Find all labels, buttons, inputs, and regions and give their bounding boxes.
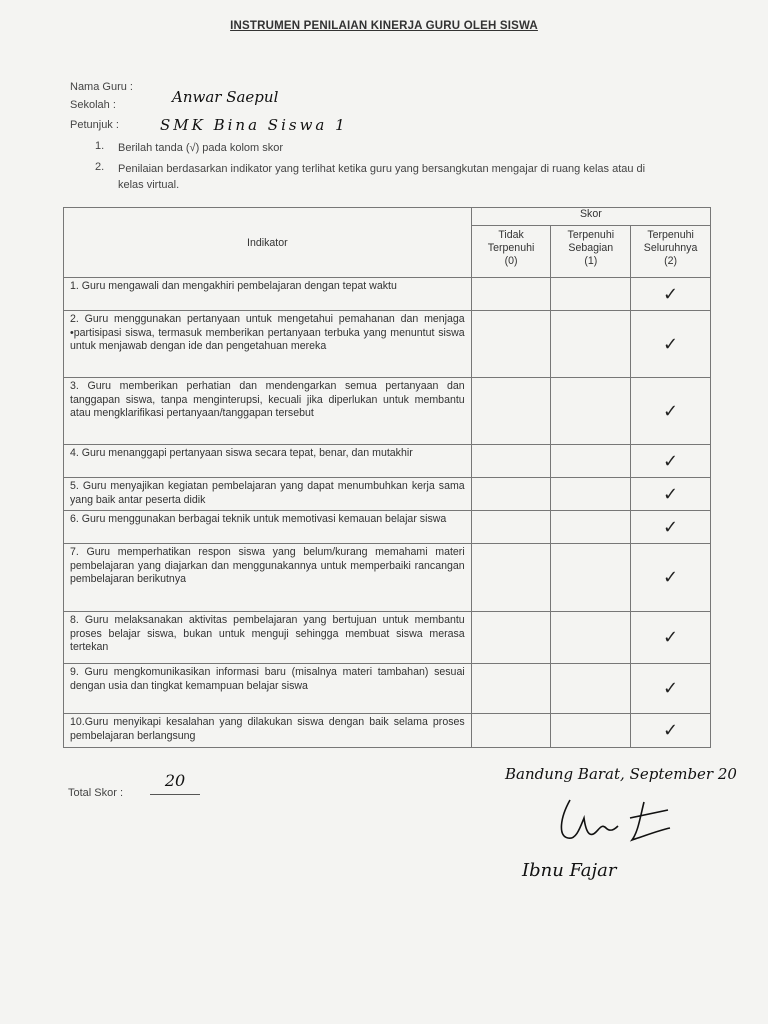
score-cell-1 bbox=[551, 378, 631, 445]
score-cell-1 bbox=[551, 664, 631, 714]
signatory-name: Ibnu Fajar bbox=[522, 860, 617, 881]
signature-icon bbox=[540, 788, 680, 848]
check-mark: ✓ bbox=[663, 678, 679, 699]
place-date: Bandung Barat, September 20 bbox=[505, 765, 737, 783]
check-mark: ✓ bbox=[663, 283, 679, 305]
col-tidak-terpenuhi: Tidak Terpenuhi (0) bbox=[471, 226, 551, 278]
score-cell-2 bbox=[631, 714, 711, 748]
skor-header: Skor bbox=[471, 208, 710, 226]
score-cell-1 bbox=[551, 612, 631, 664]
score-cell-2 bbox=[631, 664, 711, 714]
col-terpenuhi-sebagian: Terpenuhi Sebagian (1) bbox=[551, 226, 631, 278]
table-row bbox=[64, 478, 711, 511]
sekolah-handwritten: SMK Bina Siswa 1 bbox=[160, 116, 348, 134]
score-cell-0 bbox=[471, 278, 551, 311]
sekolah-label: Sekolah : bbox=[70, 99, 116, 111]
total-skor-label: Total Skor : bbox=[68, 787, 124, 799]
indicator-text: 4. Guru menanggapi pertanyaan siswa secara tepat, benar, dan mutakhir bbox=[64, 445, 472, 478]
score-cell-1 bbox=[551, 478, 631, 511]
indicator-text: 8. Guru melaksanakan aktivitas pembelajaran yang bertujuan untuk membantu proses belajar siswa, bukan untuk menguji sehingga membuat siswa merasa tertekan bbox=[64, 612, 472, 664]
table-row bbox=[64, 612, 711, 664]
score-cell-2 bbox=[631, 478, 711, 511]
check-mark: ✓ bbox=[663, 450, 679, 472]
score-cell-0 bbox=[471, 664, 551, 714]
check-mark: ✓ bbox=[663, 483, 679, 505]
indicator-text: 5. Guru menyajikan kegiatan pembelajaran yang dapat menumbuhkan kerja sama yang baik antar peserta didik bbox=[64, 478, 472, 511]
score-cell-0 bbox=[471, 478, 551, 511]
table-row bbox=[64, 378, 711, 445]
check-mark: ✓ bbox=[663, 627, 679, 648]
check-mark: ✓ bbox=[663, 333, 679, 355]
check-mark: ✓ bbox=[663, 400, 679, 422]
table-row bbox=[64, 445, 711, 478]
score-cell-1 bbox=[551, 714, 631, 748]
indicator-text: 10.Guru menyikapi kesalahan yang dilakukan siswa dengan baik selama proses pembelajaran berlangsung bbox=[64, 714, 472, 748]
check-mark: ✓ bbox=[663, 720, 679, 741]
score-cell-2 bbox=[631, 378, 711, 445]
table-row bbox=[64, 544, 711, 612]
nama-guru-handwritten: Anwar Saepul bbox=[172, 88, 279, 106]
score-cell-2 bbox=[631, 544, 711, 612]
score-cell-0 bbox=[471, 378, 551, 445]
nama-guru-label: Nama Guru : bbox=[70, 81, 133, 93]
score-cell-0 bbox=[471, 612, 551, 664]
indicator-text: 2. Guru menggunakan pertanyaan untuk mengetahui pemahanan dan menjaga •partisipasi siswa, termasuk memberikan pertanyaan terbuka yang menuntut siswa untuk menjawab dengan ide dan pengetahuan mereka bbox=[64, 311, 472, 378]
indicator-text: 9. Guru mengkomunikasikan informasi baru (misalnya materi tambahan) sesuai dengan usia dan tingkat kemampuan belajar siswa bbox=[64, 664, 472, 714]
score-cell-1 bbox=[551, 511, 631, 544]
score-cell-1 bbox=[551, 278, 631, 311]
indicator-text: 7. Guru memperhatikan respon siswa yang belum/kurang memahami materi pembelajaran yang diajarkan dan menggunakannya untuk memperbaiki rancangan pembelajaran berikutnya bbox=[64, 544, 472, 612]
score-cell-2 bbox=[631, 311, 711, 378]
score-cell-1 bbox=[551, 544, 631, 612]
col-terpenuhi-seluruhnya: Terpenuhi Seluruhnya (2) bbox=[631, 226, 711, 278]
check-mark: ✓ bbox=[663, 567, 679, 588]
document-title: INSTRUMEN PENILAIAN KINERJA GURU OLEH SISWA bbox=[230, 20, 538, 32]
document-page: INSTRUMEN PENILAIAN KINERJA GURU OLEH SISWA Nama Guru : Sekolah : Petunjuk : Anwar Saepul SMK Bina Siswa 1 1. Berilah tanda (√) pada kolom skor 2. Penilaian berdasarkan indikator yang terlihat ketika guru yang bersangkutan mengajar di ruang kelas atau di kelas virtual. Indikator Skor Tidak Terpenuhi (0) Terpenuhi Sebagian (1) Terpenuhi Seluruhnya (2) 1. Guru mengawali dan mengakhiri pembelajaran dengan tepat waktu ✓ 2. Guru menggunakan pertanyaan untuk mengetahui pemahanan dan menjaga •partisipasi siswa, termasuk memberikan pertanyaan terbuka yang menuntut siswa untuk menjawab dengan ide dan pengetahuan mereka ✓ 3. Guru memberikan perhatian dan mendengarkan semua pertanyaan dan tanggapan siswa, tanpa menginterupsi, kecuali jika diperlukan untuk membantu atau mengklarifikasi pertanyaan/tanggapan tersebut ✓ 4. Guru menanggapi pertanyaan siswa secara tepat, benar, dan mutakhir ✓ 5. Guru menyajikan kegiatan pembelajaran yang dapat menumbuhkan kerja sama yang baik antar peserta didik ✓ 6. Guru menggunakan berbagai teknik untuk memotivasi kemauan belajar siswa ✓ 7. Guru memperhatikan respon siswa yang belum/kurang memahami materi pembelajaran yang diajarkan dan menggunakannya untuk memperbaiki rancangan pembelajaran berikutnya ✓ 8. Guru melaksanakan aktivitas pembelajaran yang bertujuan untuk membantu proses belajar siswa, bukan untuk menguji sehingga membuat siswa merasa tertekan ✓ 9. Guru mengkomunikasikan informasi baru (misalnya materi tambahan) sesuai dengan usia dan tingkat kemampuan belajar siswa ✓ 10.Guru menyikapi kesalahan yang dilakukan siswa dengan baik selama proses pembelajaran berlangsung ✓ Total Skor : 20 Bandung Barat, September 20 Ibnu Fajar bbox=[0, 0, 768, 1024]
assessment-table bbox=[63, 207, 711, 748]
score-cell-1 bbox=[551, 445, 631, 478]
score-cell-2 bbox=[631, 612, 711, 664]
score-cell-0 bbox=[471, 714, 551, 748]
score-cell-2 bbox=[631, 511, 711, 544]
petunjuk-label: Petunjuk : bbox=[70, 119, 119, 131]
table-row bbox=[64, 714, 711, 748]
score-cell-2 bbox=[631, 445, 711, 478]
total-skor-value: 20 bbox=[150, 771, 200, 795]
indikator-header: Indikator bbox=[64, 208, 472, 278]
score-cell-1 bbox=[551, 311, 631, 378]
table-row bbox=[64, 511, 711, 544]
score-cell-0 bbox=[471, 445, 551, 478]
table-row bbox=[64, 664, 711, 714]
check-mark: ✓ bbox=[663, 516, 679, 538]
score-cell-2 bbox=[631, 278, 711, 311]
indicator-text: 1. Guru mengawali dan mengakhiri pembelajaran dengan tepat waktu bbox=[64, 278, 472, 311]
indicator-text: 6. Guru menggunakan berbagai teknik untuk memotivasi kemauan belajar siswa bbox=[64, 511, 472, 544]
table-row bbox=[64, 278, 711, 311]
score-cell-0 bbox=[471, 311, 551, 378]
indicator-text: 3. Guru memberikan perhatian dan mendengarkan semua pertanyaan dan tanggapan siswa, tanpa menginterupsi, kecuali jika diperlukan untuk membantu atau mengklarifikasi pertanyaan/tanggapan tersebut bbox=[64, 378, 472, 445]
score-cell-0 bbox=[471, 511, 551, 544]
score-cell-0 bbox=[471, 544, 551, 612]
table-row bbox=[64, 311, 711, 378]
